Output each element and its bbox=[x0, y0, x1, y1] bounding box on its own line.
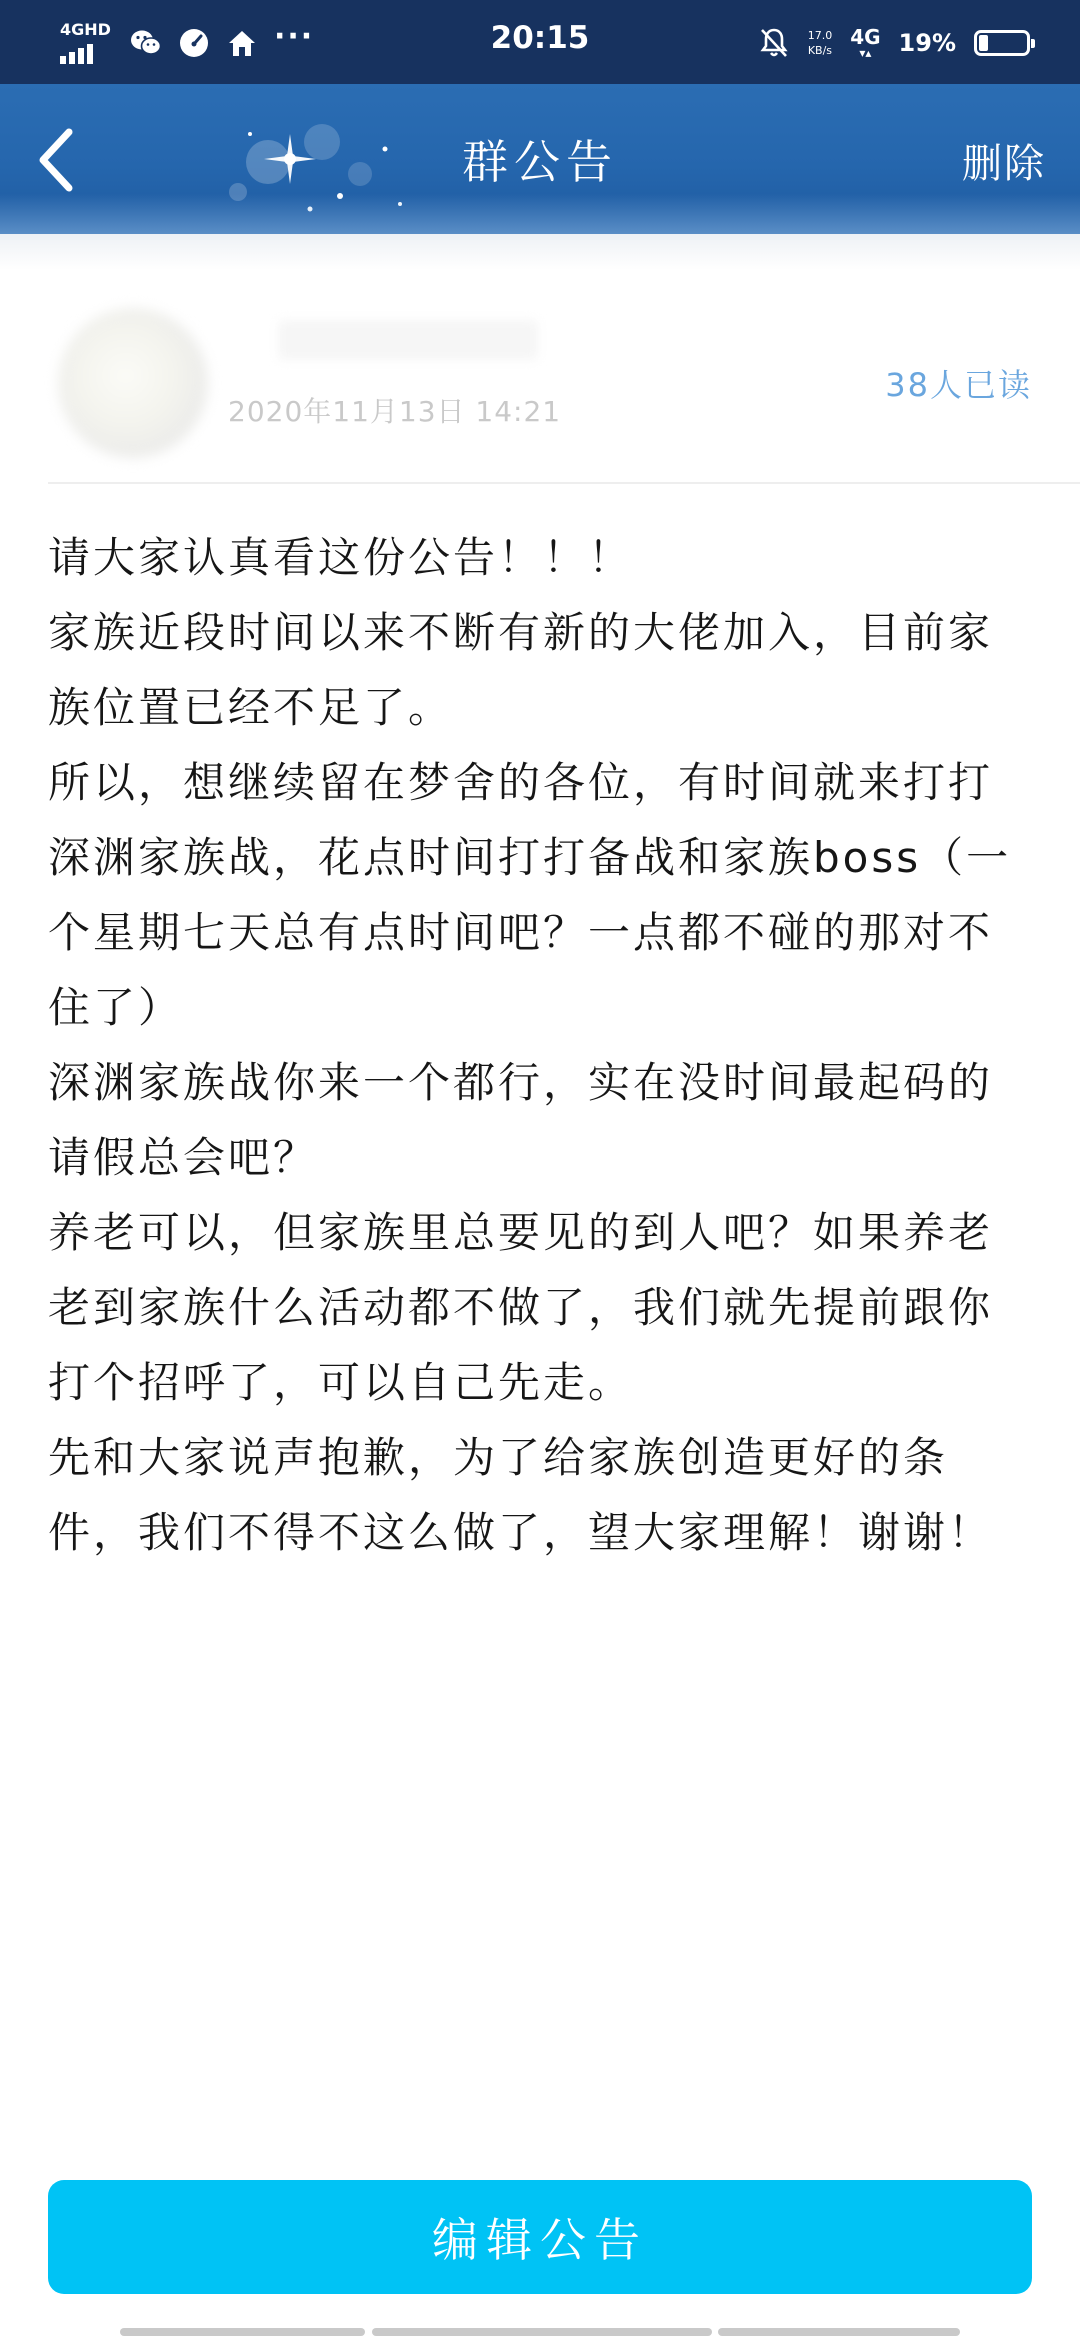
edit-announcement-button[interactable]: 编辑公告 bbox=[48, 2180, 1032, 2294]
author-name-blurred bbox=[278, 320, 538, 360]
post-time: 2020年11月13日 14:21 bbox=[228, 395, 562, 428]
header-shadow bbox=[0, 234, 1080, 270]
app-header bbox=[0, 84, 1080, 234]
announcement-content bbox=[48, 520, 1032, 1570]
status-bar bbox=[0, 0, 1080, 84]
network-label: 4GHD bbox=[60, 20, 111, 39]
cell-network bbox=[850, 27, 880, 59]
cell-label: 4G bbox=[850, 25, 881, 49]
mute-bell-icon bbox=[758, 27, 790, 59]
announcement-paragraph: 先和大家说声抱歉，为了给家族创造更好的条件，我们不得不这么做了，望大家理解！谢谢！ bbox=[48, 1433, 994, 1557]
announcement-paragraph: 所以，想继续留在梦舍的各位，有时间就来打打深渊家族战，花点时间打打备战和家族boss（一个星期七天总有点时间吧？一点都不碰的那对不住了） bbox=[48, 758, 1012, 1032]
more-dots-icon: ··· bbox=[274, 19, 315, 54]
announcement-paragraph: 家族近段时间以来不断有新的大佬加入，目前家族位置已经不足了。 bbox=[48, 608, 994, 732]
battery-level bbox=[979, 35, 988, 51]
data-arrows-icon: ▾▴ bbox=[859, 46, 872, 60]
nav-hint-bar bbox=[718, 2328, 960, 2336]
battery-percent: 19% bbox=[898, 29, 956, 57]
net-speed-unit: KB/s bbox=[807, 44, 833, 57]
header-glow bbox=[0, 194, 1080, 234]
nav-hint-bar bbox=[120, 2328, 365, 2336]
battery-icon bbox=[974, 30, 1030, 56]
status-right-icons bbox=[758, 20, 1030, 66]
nav-hint-bar bbox=[372, 2328, 712, 2336]
announcement-paragraph: 请大家认真看这份公告！！！ bbox=[48, 533, 634, 582]
net-speed-value: 17.0 bbox=[807, 29, 833, 42]
announcement-paragraph: 深渊家族战你来一个都行，实在没时间最起码的请假总会吧？ bbox=[48, 1058, 994, 1182]
author-row bbox=[48, 290, 1080, 484]
page-title: 群公告 bbox=[462, 135, 618, 189]
delete-button[interactable]: 删除 bbox=[962, 141, 1046, 187]
announcement-paragraph: 养老可以，但家族里总要见的到人吧？如果养老老到家族什么活动都不做了，我们就先提前跟你打个招呼了，可以自己先走。 bbox=[48, 1208, 994, 1407]
net-speed bbox=[808, 28, 833, 58]
avatar[interactable] bbox=[58, 308, 208, 458]
read-count-link[interactable]: 38人已读 bbox=[885, 366, 1032, 404]
status-time: 20:15 bbox=[490, 20, 590, 56]
